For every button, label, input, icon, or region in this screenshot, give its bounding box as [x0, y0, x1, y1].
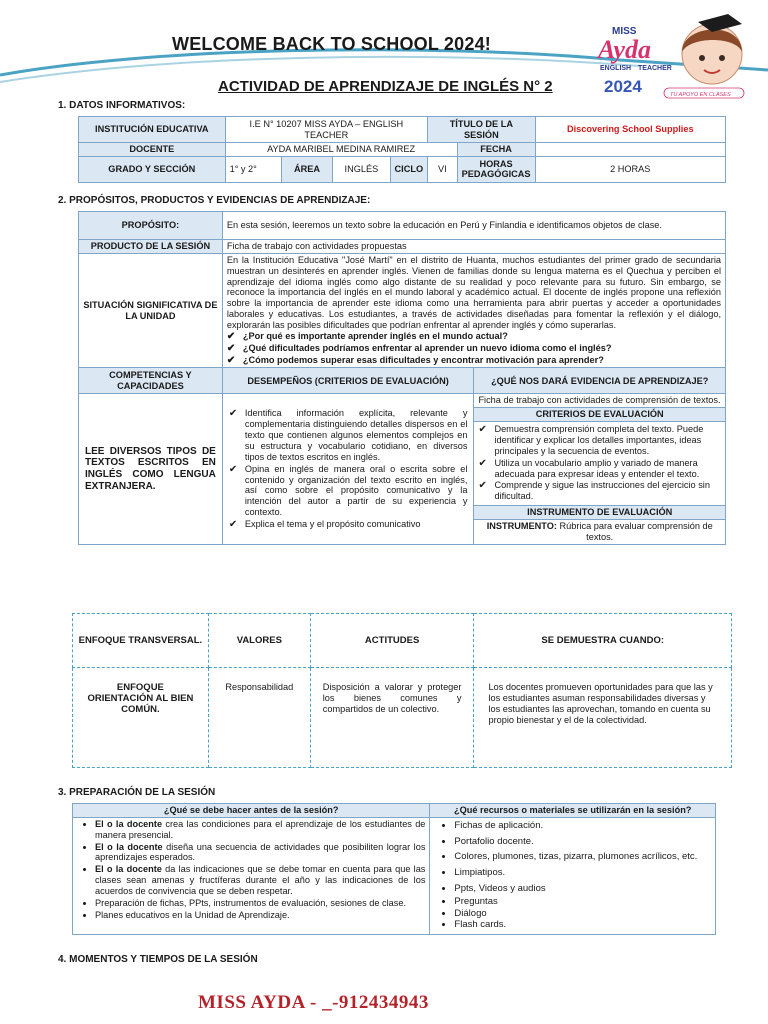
question-3: ✔ ¿Cómo podemos superar esas dificultades y encontrar motivación para aprender? — [227, 355, 721, 366]
question-2: ✔ ¿Qué dificultades podríamos enfrentar al aprender un nuevo idioma como el inglés? — [227, 343, 721, 354]
antes-list — [73, 819, 425, 921]
criterios-list — [478, 424, 721, 502]
criterio-3: ✔ Comprende y sigue las instrucciones del ejercicio sin dificultad. — [478, 480, 721, 502]
section-momentos: 4. MOMENTOS Y TIEMPOS DE LA SESIÓN — [58, 954, 258, 965]
recurso-4: • Limpiatipos. — [454, 866, 711, 881]
recurso-2: • Portafolio docente. — [454, 835, 711, 850]
antes-item-1: • El o la docente crea las condiciones para el aprendizaje de los estudiantes de manera presencial. — [95, 819, 425, 841]
producto-label: PRODUCTO DE LA SESIÓN — [79, 240, 223, 254]
propositos-table — [78, 211, 726, 545]
enfoque-table — [72, 613, 732, 768]
section-preparacion: 3. PREPARACIÓN DE LA SESIÓN — [58, 787, 216, 798]
antes-header: ¿Qué se debe hacer antes de la sesión? — [73, 804, 430, 818]
enfoque-c1: ENFOQUE ORIENTACIÓN AL BIEN COMÚN. — [73, 668, 209, 768]
logo-slogan: TU APOYO EN CLASES — [670, 92, 731, 98]
horas-value: 2 HORAS — [535, 156, 725, 182]
inst-label: INSTITUCIÓN EDUCATIVA — [79, 117, 226, 143]
enfoque-h2: VALORES — [208, 614, 310, 668]
antes-item-2: • El o la docente diseña una secuencia de actividades que posibiliten lograr los aprendizajes esperados. — [95, 842, 425, 864]
miss-ayda-logo — [590, 14, 750, 104]
grado-value: 1° y 2° — [225, 156, 281, 182]
recurso-5: • Ppts, Videos y audios — [454, 882, 711, 897]
question-1: ✔ ¿Por qué es importante aprender inglés en el mundo actual? — [227, 331, 721, 342]
docente-label: DOCENTE — [79, 143, 226, 157]
desempeno-3: ✔ Explica el tema y el propósito comunicativo — [229, 519, 468, 530]
titulo-label: TÍTULO DE LA SESIÓN — [428, 117, 535, 143]
antes-item-5: • Planes educativos en la Unidad de Aprendizaje. — [95, 910, 425, 921]
area-label: ÁREA — [281, 156, 332, 182]
logo-teacher: TEACHER — [638, 65, 672, 72]
page-title: ACTIVIDAD DE APRENDIZAJE DE INGLÉS N° 2 — [218, 78, 553, 95]
proposito-label: PROPÓSITO: — [79, 212, 223, 240]
recursos-list — [434, 819, 711, 931]
recurso-6: • Preguntas — [454, 897, 711, 907]
docente-value: AYDA MARIBEL MEDINA RAMIREZ — [225, 143, 457, 157]
fecha-value — [535, 143, 725, 157]
recurso-7: • Diálogo — [454, 909, 711, 919]
enfoque-h3: ACTITUDES — [310, 614, 474, 668]
competencias-header: COMPETENCIAS Y CAPACIDADES — [79, 368, 223, 394]
criterio-2: ✔ Utiliza un vocabulario amplio y variado de manera adecuada para expresar ideas y entender el texto. — [478, 458, 721, 480]
enfoque-c3: Disposición a valorar y proteger los bienes comunes y compartidos de un colectivo. — [310, 668, 474, 768]
antes-item-3: • El o la docente da las indicaciones que se debe tomar en cuenta para que las clases sean amenas y fructíferas durante el año y las indicaciones de los acuerdos de convivencia que se deben respetar. — [95, 864, 425, 897]
titulo-value: Discovering School Supplies — [535, 117, 725, 143]
instrumento-label: INSTRUMENTO: — [486, 521, 557, 532]
inst-value: I.E N° 10207 MISS AYDA – ENGLISH TEACHER — [225, 117, 428, 143]
evidencia-header: ¿QUÉ NOS DARÁ EVIDENCIA DE APRENDIZAJE? — [474, 368, 726, 394]
fecha-label: FECHA — [457, 143, 535, 157]
instrumento-value: Rúbrica para evaluar comprensión de textos. — [559, 521, 713, 542]
desempenos-header: DESEMPEÑOS (CRITERIOS DE EVALUACIÓN) — [222, 368, 474, 394]
recurso-8: • Flash cards. — [454, 920, 711, 930]
proposito-value: En esta sesión, leeremos un texto sobre la educación en Perú y Finlandia e identificamos objetos de clase. — [222, 212, 725, 240]
area-value: INGLÉS — [333, 156, 390, 182]
recurso-3: • Colores, plumones, tizas, pizarra, plumones acrílicos, etc. — [454, 850, 711, 865]
situacion-text: En la Institución Educativa "José Martí" en el distrito de Huanta, muchos estudiantes del primer grado de secundaria muestran un desinterés en aprender inglés. Vienen de familias donde su lengua materna es el Quechua y perciben el aprendizaje del idioma inglés como algo distante de su realidad y poco relevante para su futuro. Sin embargo, se reconoce la importancia del inglés en el mundo laboral y académico actual. El docente de inglés propone una reflexión sobre la importancia de aprender este idioma como una herramienta para abrir puertas y acceder a oportunidades laborales y educativas. Los estudiantes, a través de actividades diseñadas para fomentar la reflexión y el diálogo, explorarán las posibles dificultades que podrían enfrentar al aprender inglés y cómo superarlas. — [226, 254, 721, 331]
section-propositos: 2. PROPÓSITOS, PRODUCTOS Y EVIDENCIAS DE APRENDIZAJE: — [58, 195, 371, 206]
instrumento-header: INSTRUMENTO DE EVALUACIÓN — [474, 506, 725, 520]
ciclo-value: VI — [428, 156, 457, 182]
competencia-text: LEE DIVERSOS TIPOS DE TEXTOS ESCRITOS EN INGLÉS COMO LENGUA EXTRANJERA. — [79, 394, 223, 544]
evidencia-value: Ficha de trabajo con actividades de comprensión de textos. — [474, 394, 725, 408]
questions-list — [227, 331, 721, 366]
enfoque-h1: ENFOQUE TRANSVERSAL. — [73, 614, 209, 668]
footer-contact: MISS AYDA - _-912434943 — [198, 992, 429, 1013]
section-datos: 1. DATOS INFORMATIVOS: — [58, 100, 186, 111]
enfoque-h4: SE DEMUESTRA CUANDO: — [474, 614, 732, 668]
producto-value: Ficha de trabajo con actividades propuestas — [222, 240, 725, 254]
enfoque-c2: Responsabilidad — [208, 668, 310, 768]
enfoque-c4: Los docentes promueven oportunidades para que las y los estudiantes asuman responsabilidades diversas y los estudiantes las aprovechan, tomando en cuenta su propio bienestar y el de la colectividad. — [474, 668, 732, 768]
datos-table — [78, 116, 726, 183]
desempeno-2: ✔ Opina en inglés de manera oral o escrita sobre el contenido y organización del texto escrito en inglés, así como sobre el propósito comunicativo y la intención del autor a partir de su experiencia y contexto. — [229, 464, 468, 518]
antes-item-4: • Preparación de fichas, PPts, instrumentos de evaluación, sesiones de clase. — [95, 898, 425, 909]
logo-english: ENGLISH — [600, 65, 632, 72]
situacion-label: SITUACIÓN SIGNIFICATIVA DE LA UNIDAD — [79, 253, 223, 368]
welcome-banner: WELCOME BACK TO SCHOOL 2024! — [172, 34, 491, 54]
desempenos-list — [229, 408, 468, 529]
recurso-1: • Fichas de aplicación. — [454, 819, 711, 834]
horas-label: HORAS PEDAGÓGICAS — [457, 156, 535, 182]
logo-year: 2024 — [604, 77, 642, 96]
logo-miss: MISS — [612, 26, 637, 37]
grado-label: GRADO Y SECCIÓN — [79, 156, 226, 182]
criterio-1: ✔ Demuestra comprensión completa del texto. Puede identificar y explicar los detalles importantes, ideas principales y la secuencia de eventos. — [478, 424, 721, 457]
criterios-header: CRITERIOS DE EVALUACIÓN — [474, 408, 725, 422]
ciclo-label: CICLO — [390, 156, 428, 182]
logo-name: Ayda — [598, 35, 651, 64]
preparacion-table — [72, 803, 716, 935]
desempeno-1: ✔ Identifica información explícita, relevante y complementaria distinguiendo detalles dispersos en el texto que contienen algunos elementos complejos en su estructura y vocabulario cotidiano, en diversos tipos de textos escritos en inglés. — [229, 408, 468, 462]
recursos-header: ¿Qué recursos o materiales se utilizarán en la sesión? — [430, 804, 716, 818]
